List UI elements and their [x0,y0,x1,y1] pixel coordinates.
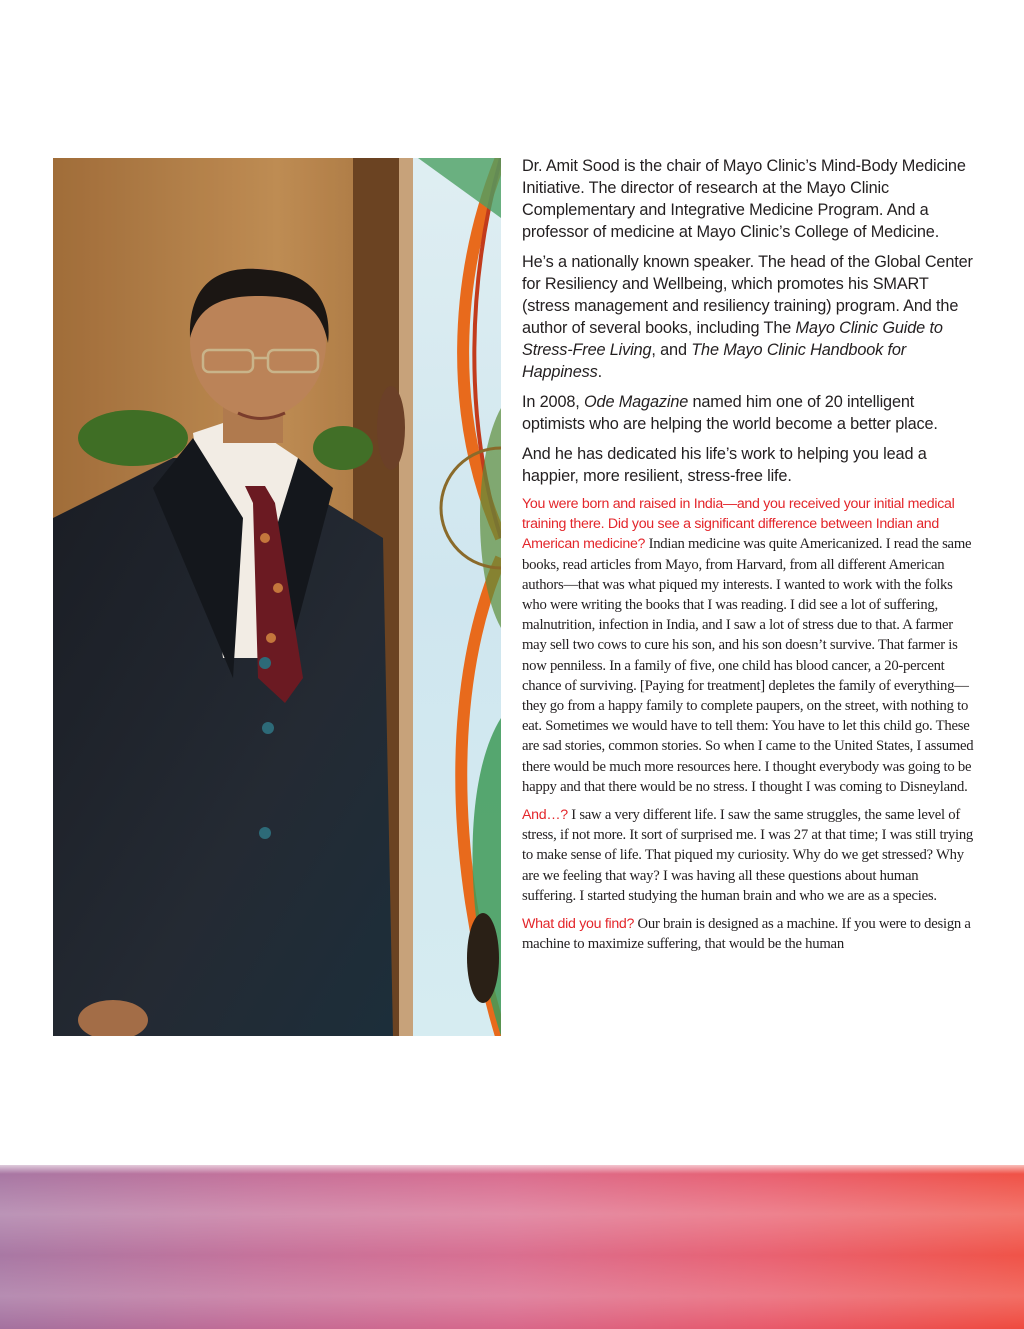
answer: Indian medicine was quite Americanized. I read the same books, read articles from Mayo, from Harvard, from all different American authors—that was what piqued my interests. I wanted to work with the folks who were writing the books that I was reading. I did see a lot of suffering, malnutrition, infection in India, and I saw a lot of stress due to that. A farmer may sell two cows to cure his son, and his son doesn’t survive. That farmer is now penniless. In a family of five, one child has blood cancer, a 20-percent chance of surviving. [Paying for treatment] depletes the family of everything—they go from a happy family to complete paupers, on the street, with nothing to eat. Sometimes we would have to tell them: You have to let this child go. These are sad stories, common stories. So when I came to the United States, I assumed there would be much more resources here. I thought everybody was going to be happy and that there would be no stress. I thought I was coming to Disneyland. [522,536,974,795]
article-body [522,155,974,962]
qa-block [522,914,974,954]
qa-block [522,494,974,797]
book-title: Mayo Clinic Guide to Stress-Free Living [522,319,943,359]
band-fade [0,1160,1024,1174]
question: What did you find? [522,916,635,933]
intro-text: named him one of 20 intelligent optimists who are helping the world become a better place. [522,393,938,433]
intro-text: He’s a nationally known speaker. The head of the Global Center for Resiliency and Wellbeing, which promotes his SMART (stress management and resiliency training) program. And the author of several books, including The [522,253,973,337]
book-title: The Mayo Clinic Handbook for Happiness [522,341,907,381]
intro-paragraph-3 [522,391,974,435]
intro-paragraph-1: Dr. Amit Sood is the chair of Mayo Clinic’s Mind-Body Medicine Initiative. The director of research at the Mayo Clinic Complementary and Integrative Medicine Program. And a professor of medicine at Mayo Clinic’s College of Medicine. [522,157,966,241]
intro-paragraph-2 [522,251,974,383]
portrait-illustration [53,158,501,1036]
intro-text: , and [651,341,692,359]
answer: Our brain is designed as a machine. If you were to design a machine to maximize suffering, that would be the human [522,916,971,953]
watercolor-band [0,1165,1024,1329]
portrait-photo [53,158,501,1036]
answer: I saw a very different life. I saw the same struggles, the same level of stress, if not more. It sort of surprised me. I was 27 at that time; I was still trying to make sense of life. That piqued my curiosity. Why do we get stressed? Why are we feeling that way? I was having all these questions about human suffering. I started studying the human brain and who we are as a species. [522,807,974,904]
question: You were born and raised in India—and you received your initial medical training there. Did you see a significant difference between Indian and American medicine? [522,496,955,553]
intro-text: . [597,363,602,381]
intro-text: In 2008, [522,393,585,411]
qa-block [522,805,974,906]
magazine-title: Ode Magazine [584,393,689,411]
intro-section [522,155,974,487]
question: And…? [522,807,568,824]
intro-paragraph-4: And he has dedicated his life’s work to helping you lead a happier, more resilient, stress-free life. [522,445,927,485]
